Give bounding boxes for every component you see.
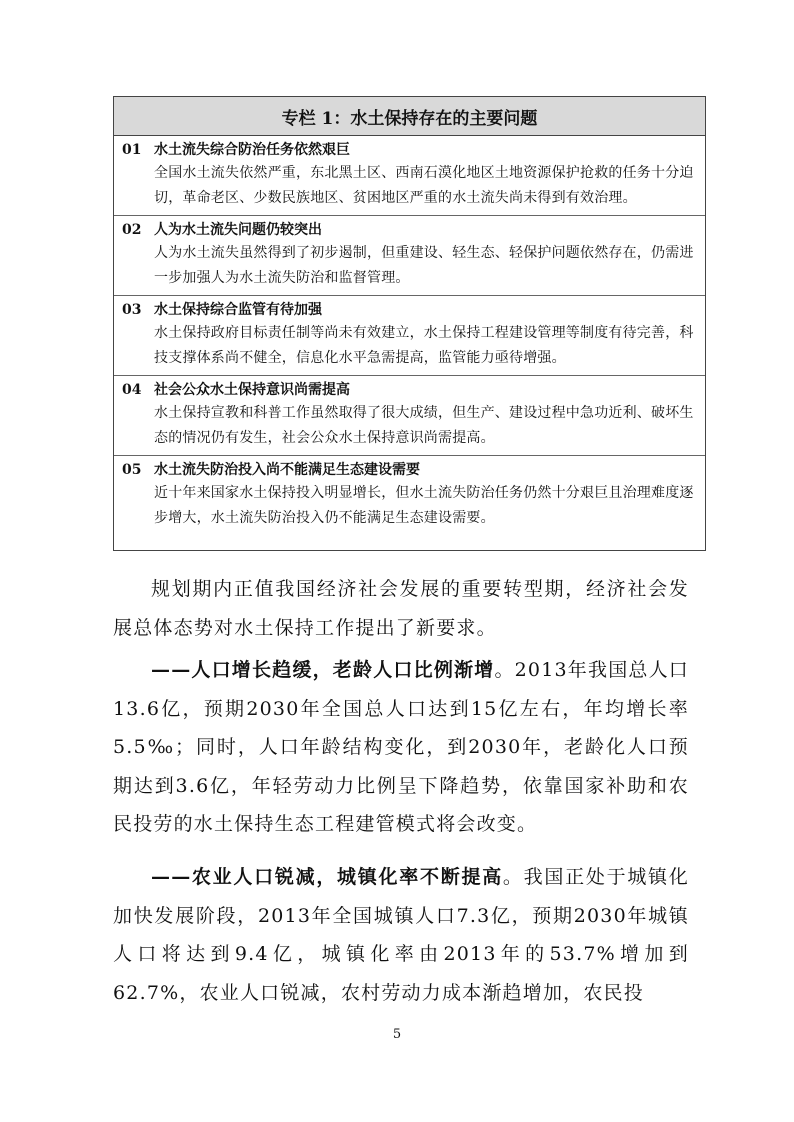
box-item — [114, 376, 705, 456]
item-number: 03 — [122, 302, 142, 318]
item-number: 04 — [122, 382, 142, 398]
box-item — [114, 456, 705, 530]
box-item — [114, 216, 705, 296]
item-body: 水土保持宣教和科普工作虽然取得了很大成绩，但生产、建设过程中急功近利、破坏生态的情况仍有发生，社会公众水土保持意识尚需提高。 — [154, 405, 694, 446]
paragraph-text: 。我国正处于城镇化加快发展阶段，2013年全国城镇人口7.3亿，预期2030年城镇人口将达到9.4亿，城镇化率由2013年的53.7%增加到62.7%，农业人口锐减，农村劳动力成本渐趋增加，农民投 — [113, 866, 689, 1004]
paragraph-heading: ——人口增长趋缓，老龄人口比例渐增 — [151, 659, 495, 681]
item-body: 人为水土流失虽然得到了初步遏制，但重建设、轻生态、轻保护问题依然存在，仍需进一步加强人为水土流失防治和监督管理。 — [154, 245, 694, 286]
item-heading: 社会公众水土保持意识尚需提高 — [154, 382, 350, 398]
box-item — [114, 136, 705, 216]
item-body: 近十年来国家水土保持投入明显增长，但水土流失防治任务仍然十分艰巨且治理难度逐步增大，水土流失防治投入仍不能满足生态建设需要。 — [154, 485, 694, 526]
paragraph-text: 。2013年我国总人口13.6亿，预期2030年全国总人口达到15亿左右，年均增长率5.5‰；同时，人口年龄结构变化，到2030年，老龄化人口预期达到3.6亿，年轻劳动力比例呈下降趋势，依靠国家补助和农民投劳的水土保持生态工程建管模式将会改变。 — [113, 659, 690, 835]
box-title: 专栏 1：水土保持存在的主要问题 — [114, 97, 705, 136]
paragraph-urbanization — [113, 858, 689, 1012]
paragraph-population — [113, 651, 689, 844]
item-heading: 水土流失防治投入尚不能满足生态建设需要 — [154, 462, 420, 478]
item-heading: 人为水土流失问题仍较突出 — [154, 222, 322, 238]
item-heading: 水土保持综合监管有待加强 — [154, 302, 322, 318]
item-body: 水土保持政府目标责任制等尚未有效建立，水土保持工程建设管理等制度有待完善，科技支撑体系尚不健全，信息化水平急需提高，监管能力亟待增强。 — [154, 325, 694, 366]
paragraph-heading: ——农业人口锐减，城镇化率不断提高 — [151, 866, 503, 888]
item-number: 05 — [122, 462, 142, 478]
item-number: 01 — [122, 142, 142, 158]
sidebar-box — [113, 96, 706, 551]
item-heading: 水土流失综合防治任务依然艰巨 — [154, 142, 350, 158]
paragraph-intro: 规划期内正值我国经济社会发展的重要转型期，经济社会发展总体态势对水土保持工作提出了新要求。 — [113, 578, 689, 639]
page-number: 5 — [392, 1027, 402, 1042]
box-item — [114, 296, 705, 376]
item-body: 全国水土流失依然严重，东北黑土区、西南石漠化地区土地资源保护抢救的任务十分迫切，革命老区、少数民族地区、贫困地区严重的水土流失尚未得到有效治理。 — [154, 165, 694, 206]
item-number: 02 — [122, 222, 142, 238]
